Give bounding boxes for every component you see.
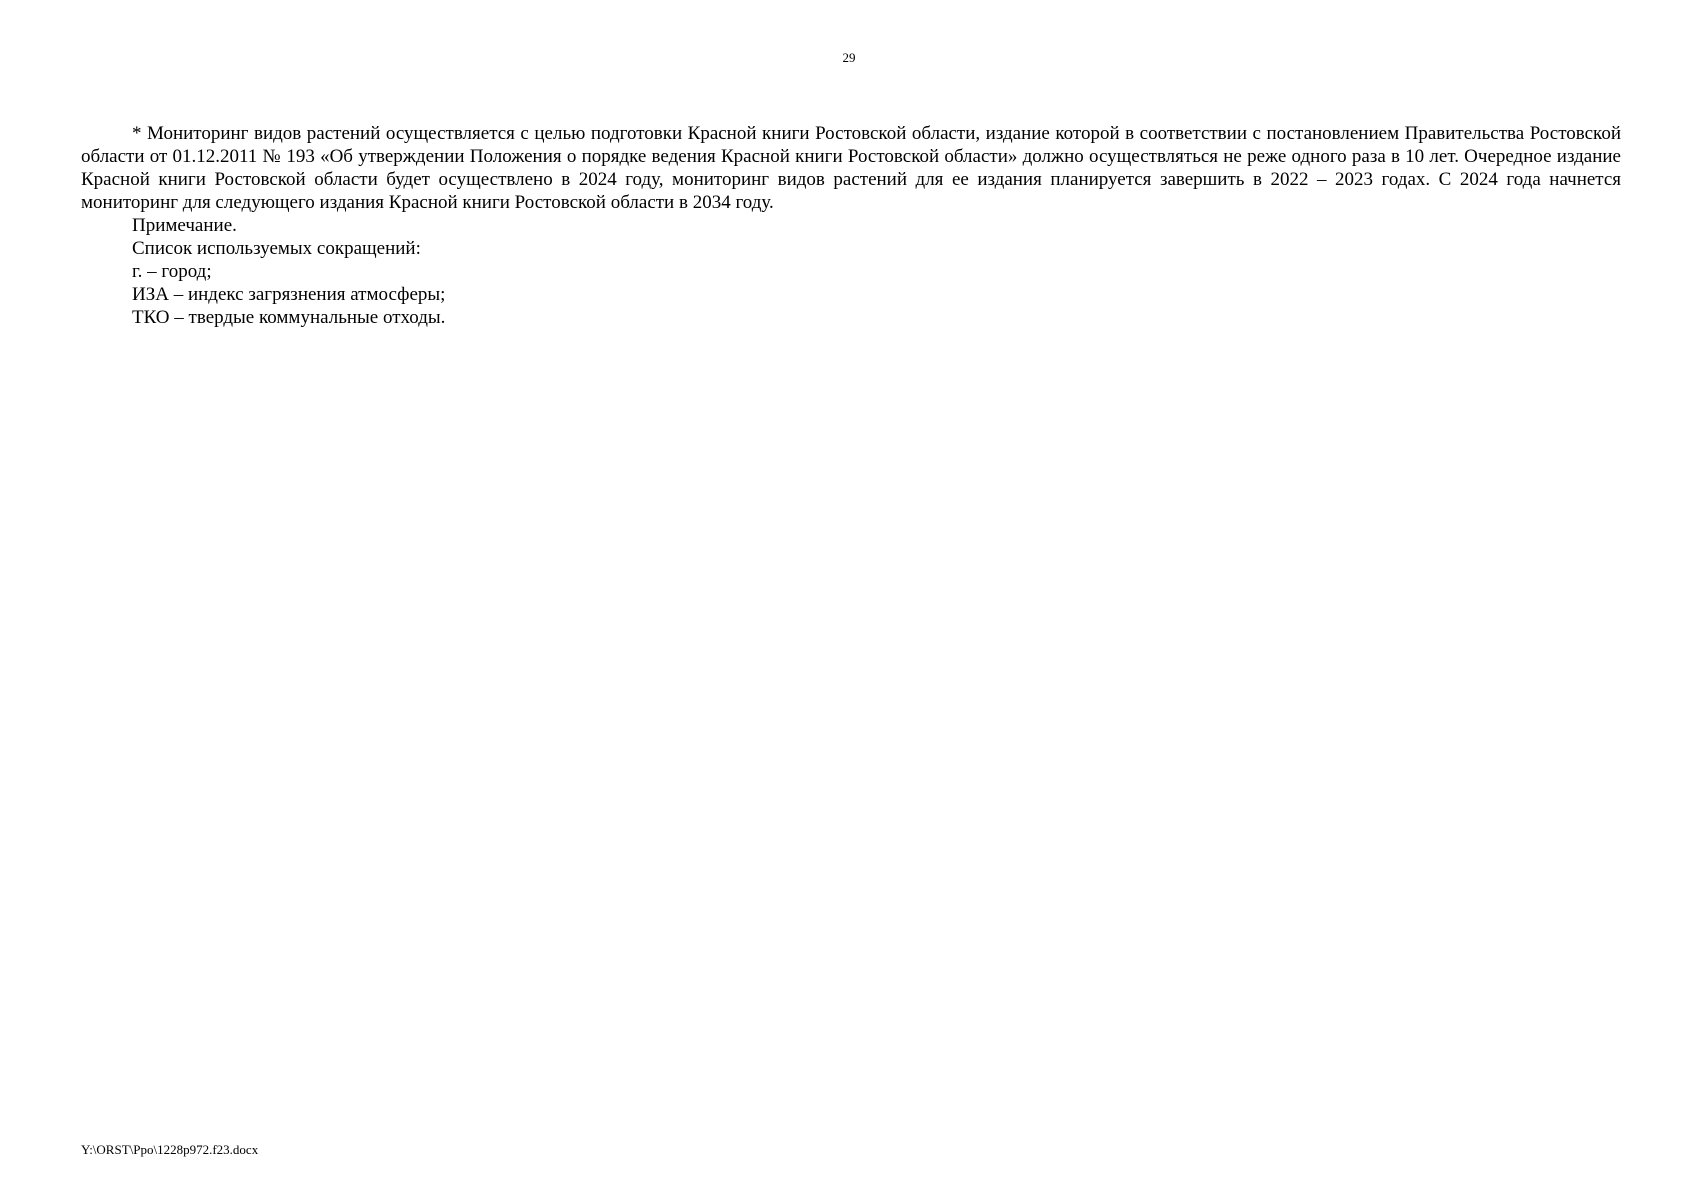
footnote-paragraph: * Мониторинг видов растений осуществляется с целью подготовки Красной книги Ростовской области, издание которой в соответствии с постановлением Правительства Ростовской области от 01.12.2011 № 193 «Об утверждении Положения о порядке ведения Красной книги Ростовской области» должно осуществляться не реже одного раза в 10 лет. Очередное издание Красной книги Ростовской области будет осуществлено в 2024 году, мониторинг видов растений для ее издания планируется завершить в 2022 – 2023 годах. С 2024 года начнется мониторинг для следующего издания Красной книги Ростовской области в 2034 году. <box>81 123 1621 213</box>
abbreviation-item: ТКО – твердые коммунальные отходы. <box>132 307 446 328</box>
note-heading: Примечание. <box>132 215 237 236</box>
document-body <box>81 122 1621 329</box>
page-number: 29 <box>842 50 856 65</box>
abbreviation-item: г. – город; <box>132 261 212 282</box>
file-path-footer: Y:\ORST\Ppo\1228p972.f23.docx <box>81 1142 259 1157</box>
abbreviation-item: ИЗА – индекс загрязнения атмосферы; <box>132 284 446 305</box>
abbreviations-heading: Список используемых сокращений: <box>132 238 421 259</box>
